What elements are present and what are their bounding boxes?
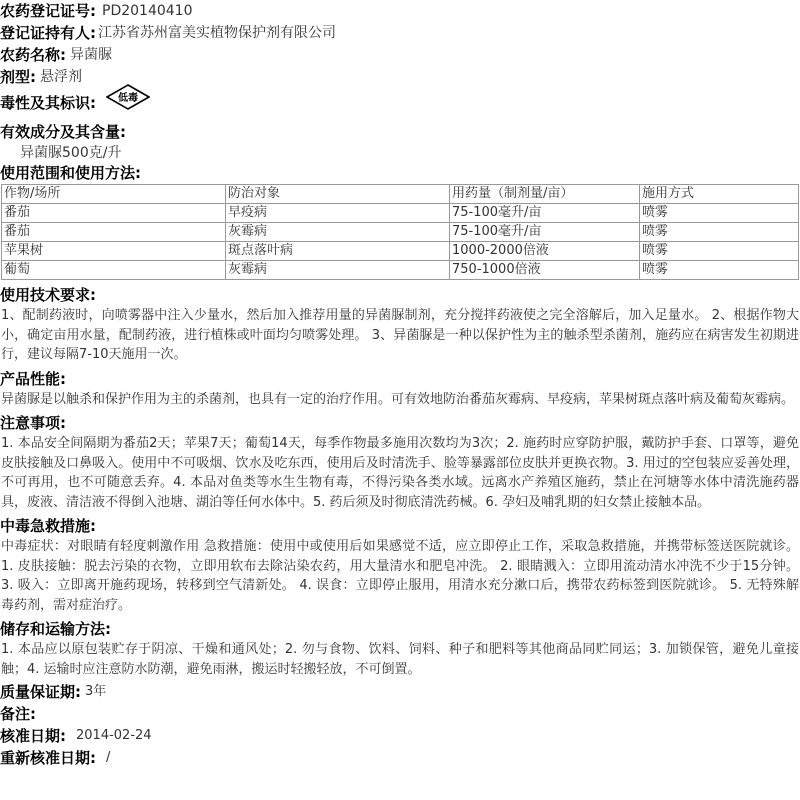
method-cell: 喷雾: [640, 242, 799, 261]
method-cell: 喷雾: [640, 223, 799, 242]
shelf-life-label: 质量保证期:: [0, 683, 81, 701]
performance-text: 异菌脲是以触杀和保护作用为主的杀菌剂，也具有一定的治疗作用。可有效地防治番茄灰霉病、早疫病，苹果树斑点落叶病及葡萄灰霉病。: [1, 391, 795, 407]
table-row: [2, 204, 799, 223]
pesticide-name-row: [0, 44, 800, 66]
header-dosage: 用药量（制剂量/亩）: [450, 185, 640, 204]
method-cell: 喷雾: [640, 261, 799, 280]
reapproval-date-label: 重新核准日期:: [0, 749, 96, 767]
table-row: [2, 223, 799, 242]
technique-title: 使用技术要求:: [0, 286, 96, 304]
dosage-cell: 75-100毫升/亩: [450, 204, 640, 223]
first-aid-text: 中毒症状：对眼睛有轻度刺激作用 急救措施：使用中或使用后如果感觉不适，应立即停止工作，采取急救措施，并携带标签送医院就诊。 1. 皮肤接触：脱去污染的衣物，立即用软布去除沾染农药，用大量清水和肥皂冲洗。 2. 眼睛溅入：立即用流动清水冲洗不少于15分钟。 3. 吸入：立即离开施药现场，转移到空气清新处。 4. 误食：立即停止服用，用清水充分漱口后，携带农药标签到医院就诊。 5. 无特殊解毒药剂，需对症治疗。: [1, 539, 799, 613]
reapproval-date-row: [0, 747, 800, 769]
notes-text: 1. 本品安全间隔期为番茄2天；苹果7天；葡萄14天，每季作物最多施用次数均为3次；2. 施药时应穿防护服，戴防护手套、口罩等，避免皮肤接触及口鼻吸入。使用中不可吸烟、饮水及吃东西，使用后及时清洗手、脸等暴露部位皮肤并更换衣物。3. 用过的空包装应妥善处理，不可再用，也不可随意丢弃。4. 本品对鱼类等水生生物有毒，不得污染各类水域。远离水产养殖区施药，禁止在河塘等水体中清洗施药器具，废液、清洁液不得倒入池塘、湖泊等任何水体中。5. 药后须及时彻底清洗药械。6. 孕妇及哺乳期的妇女禁止接触本品。: [1, 436, 799, 510]
approval-date: 2014-02-24: [76, 728, 152, 743]
pesticide-name-label: 农药名称:: [0, 46, 66, 64]
ingredients-value: 异菌脲500克/升: [20, 145, 122, 161]
approval-date-label: 核准日期:: [0, 727, 66, 745]
table-row: [2, 261, 799, 280]
performance-title: 产品性能:: [0, 369, 66, 388]
target-cell: 灰霉病: [226, 223, 450, 242]
notes-title: 注意事项:: [0, 414, 66, 432]
storage-text: 1. 本品应以原包装贮存于阴凉、干燥和通风处；2. 勿与食物、饮料、饲料、种子和肥料等其他商品同贮同运；3. 加锁保管，避免儿童接触；4. 运输时应注意防水防潮，避免雨淋，搬运时轻搬轻放，不可倒置。: [1, 642, 799, 677]
reapproval-date: /: [106, 750, 111, 765]
crop-cell: 苹果树: [2, 242, 226, 261]
target-cell: 早疫病: [226, 204, 450, 223]
holder-name: 江苏省苏州富美实植物保护剂有限公司: [98, 25, 336, 41]
crop-cell: 葡萄: [2, 261, 226, 280]
usage-title: 使用范围和使用方法:: [0, 164, 141, 182]
target-cell: 斑点落叶病: [226, 242, 450, 261]
pesticide-name: 异菌脲: [70, 47, 112, 63]
holder-row: [0, 22, 800, 44]
ingredients-title: 有效成分及其含量:: [0, 123, 126, 141]
storage-title: 储存和运输方法:: [0, 620, 111, 638]
registration-number-label: 农药登记证号:: [0, 2, 96, 20]
table-row: [2, 242, 799, 261]
remark-row: [0, 703, 800, 725]
approval-date-row: [0, 725, 800, 747]
low-toxicity-diamond-icon: [106, 84, 150, 122]
remark-label: 备注:: [0, 705, 36, 723]
toxicity-row: [0, 88, 800, 118]
usage-table-header: [2, 185, 799, 204]
target-cell: 灰霉病: [226, 261, 450, 280]
first-aid-title: 中毒急救措施:: [0, 517, 96, 535]
header-method: 施用方式: [640, 185, 799, 204]
toxicity-label: 毒性及其标识:: [0, 94, 96, 112]
shelf-life: 3年: [85, 684, 107, 699]
formulation: 悬浮剂: [40, 69, 82, 85]
header-crop: 作物/场所: [2, 185, 226, 204]
dosage-cell: 750-1000倍液: [450, 261, 640, 280]
holder-label: 登记证持有人:: [0, 24, 96, 42]
registration-number-row: [0, 0, 800, 22]
shelf-life-row: [0, 681, 800, 703]
method-cell: 喷雾: [640, 204, 799, 223]
dosage-cell: 75-100毫升/亩: [450, 223, 640, 242]
registration-number: PD20140410: [102, 3, 193, 19]
technique-text: 1、配制药液时，向喷雾器中注入少量水，然后加入推荐用量的异菌脲制剂，充分搅拌药液使之完全溶解后，加入足量水。 2、根据作物大小，确定亩用水量，配制药液，进行植株或叶面均匀喷雾处理。 3、异菌脲是一种以保护性为主的触杀型杀菌剂，施药应在病害发生初期进行，建议每隔7-10天施用一次。: [1, 308, 799, 362]
usage-table: [1, 184, 799, 280]
formulation-label: 剂型:: [0, 68, 36, 86]
crop-cell: 番茄: [2, 223, 226, 242]
header-target: 防治对象: [226, 185, 450, 204]
crop-cell: 番茄: [2, 204, 226, 223]
dosage-cell: 1000-2000倍液: [450, 242, 640, 261]
toxicity-mark: 低毒: [118, 93, 138, 104]
